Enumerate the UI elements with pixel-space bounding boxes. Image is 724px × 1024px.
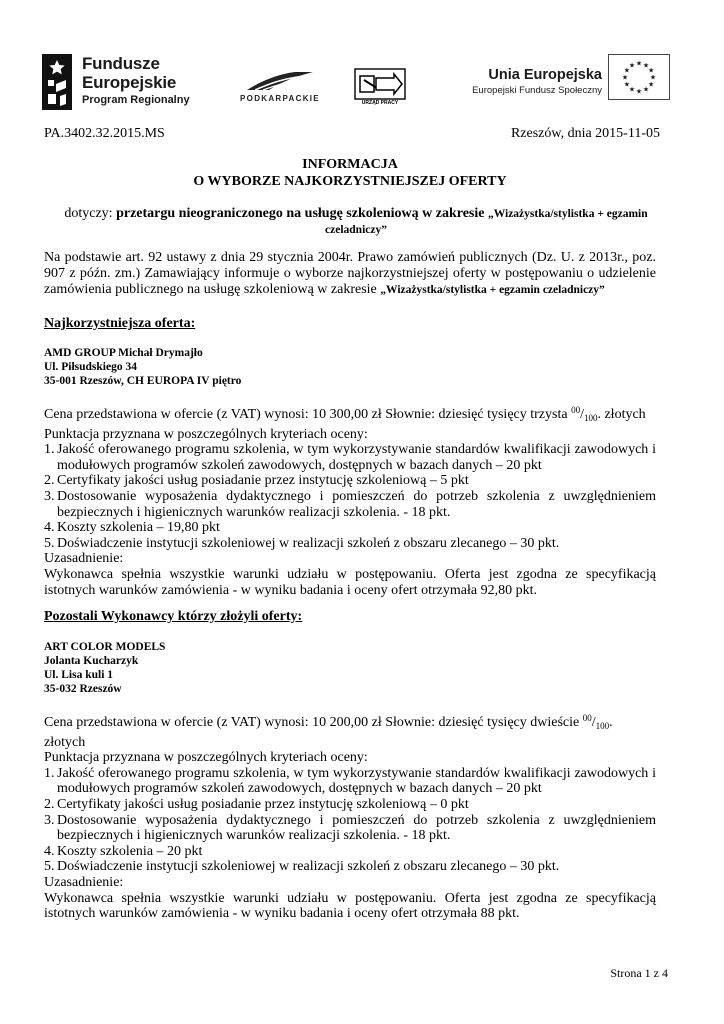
ue-line1: Unia Europejska xyxy=(488,67,602,83)
urzad-pracy-text: URZĄD PRACY xyxy=(361,100,399,106)
criteria-num: 2. xyxy=(44,473,55,489)
address-line: 35-001 Rzeszów, CH EUROPA IV piętro xyxy=(44,375,242,387)
address-line: Ul. Lisa kuli 1 xyxy=(44,669,114,681)
podkarpackie-logo xyxy=(235,70,325,110)
criteria-num: 1. xyxy=(44,765,55,781)
price-sup: 00 xyxy=(571,405,581,415)
others-heading: Pozostali Wykonawcy którzy złożyli oferty: xyxy=(44,609,303,624)
eu-star-icon: ★ xyxy=(647,80,655,89)
criteria-item xyxy=(44,859,656,875)
justification-text: Wykonawca spełnia wszystkie warunki udziału w postępowaniu. Oferta jest zgodna ze specyfikacją istotnych warunków zamówienia - w wyniku badania i oceny ofert otrzymała 88 pkt. xyxy=(44,890,656,922)
price-sup: 00 xyxy=(582,713,592,723)
podkarpackie-text: PODKARPACKIE xyxy=(240,94,320,103)
criteria-num: 3. xyxy=(44,488,55,504)
fe-logo-text xyxy=(82,54,190,108)
document-place-date: Rzeszów, dnia 2015-11-05 xyxy=(510,126,660,141)
best-offer-details xyxy=(44,403,656,598)
price-line xyxy=(44,711,656,750)
criteria-text: Dostosowanie wyposażenia dydaktycznego i pomieszczeń do potrzeb szkolenia z uwzględnieniem bezpiecznych i higienicznych warunków realizacji szkolenia. - 18 pkt. xyxy=(57,488,656,520)
header-logos xyxy=(42,48,672,110)
eu-star-icon: ★ xyxy=(649,73,657,82)
criteria-item xyxy=(44,536,656,552)
ue-line2: Europejski Fundusz Społeczny xyxy=(472,85,602,96)
criteria-text: Doświadczenie instytucji szkoleniowej w realizacji szkoleń z obszaru zlecanego – 30 pkt. xyxy=(57,535,560,551)
document-title-line2: O WYBORZE NAJKORZYSTNIEJSZEJ OFERTY xyxy=(193,174,507,189)
justification-label: Uzasadnienie: xyxy=(44,551,124,567)
criteria-item xyxy=(44,813,656,844)
intro-quote: „Wizażystka/stylistka + egzamin czeladniczy” xyxy=(380,283,605,296)
fe-mark-icon xyxy=(42,54,72,110)
address-line: 35-032 Rzeszów xyxy=(44,683,122,695)
price-sub: 100 xyxy=(583,413,598,423)
eu-star-icon: ★ xyxy=(647,66,655,75)
criteria-item xyxy=(44,797,656,813)
eu-star-icon: ★ xyxy=(623,80,631,89)
justification-text: Wykonawca spełnia wszystkie warunki udziału w postępowaniu. Oferta jest zgodna ze specyfikacją istotnych warunków zamówienia - w wyniku badania i oceny ofert otrzymała 92,80 pkt. xyxy=(44,566,656,598)
points-intro: Punktacja przyznana w poszczególnych kryteriach oceny: xyxy=(44,426,368,442)
price-sub: 100 xyxy=(595,721,610,731)
address-line: Jolanta Kucharzyk xyxy=(44,655,139,667)
document-reference: PA.3402.32.2015.MS xyxy=(44,126,165,141)
criteria-item xyxy=(44,442,656,473)
criteria-text: Certyfikaty jakości usług posiadanie przez instytucję szkoleniową – 5 pkt xyxy=(57,473,469,489)
criteria-text: Jakość oferowanego programu szkolenia, w tym wykorzystywanie standardów kwalifikacji zawodowych i modułowych programów szkoleń zawodowych, dostępnych w bazach danych – 20 pkt xyxy=(57,442,656,473)
fe-logo-line2: Europejskie xyxy=(82,73,177,92)
criteria-num: 4. xyxy=(44,520,55,536)
criteria-item xyxy=(44,489,656,520)
criteria-list xyxy=(44,766,656,875)
intro-paragraph xyxy=(44,250,656,298)
criteria-num: 5. xyxy=(44,535,55,551)
price-text: Cena przedstawiona w ofercie (z VAT) wynosi: 10 200,00 zł Słownie: dziesięć tysięcy dwieście xyxy=(44,715,583,730)
criteria-item xyxy=(44,766,656,797)
address-line: Ul. Piłsudskiego 34 xyxy=(44,361,137,373)
eu-stars-icon xyxy=(609,55,669,99)
eu-star-icon: ★ xyxy=(628,85,636,94)
eu-star-icon: ★ xyxy=(635,59,643,68)
best-offer-heading: Najkorzystniejsza oferta: xyxy=(44,316,196,331)
price-sep: / xyxy=(591,715,596,730)
justification-label: Uzasadnienie: xyxy=(44,874,124,890)
price-text: Cena przedstawiona w ofercie (z VAT) wynosi: 10 300,00 zł Słownie: dziesięć tysięcy trzysta xyxy=(44,407,572,422)
subject-prefix: dotyczy: xyxy=(64,206,117,221)
eu-star-icon: ★ xyxy=(642,85,650,94)
criteria-num: 3. xyxy=(44,812,55,828)
address-line: AMD GROUP Michał Drymajło xyxy=(44,347,203,359)
price-suffix: . złotych xyxy=(597,407,646,422)
criteria-text: Doświadczenie instytucji szkoleniowej w realizacji szkoleń z obszaru zlecanego – 30 pkt. xyxy=(57,859,560,875)
intro-text: Na podstawie art. 92 ustawy z dnia 29 stycznia 2004r. Prawo zamówień publicznych (Dz. U. z 2013r., poz. 907 z późn. zm.) Zamawiający informuje o wyborze najkorzystniejszej oferty w postępowaniu o udzielenie zamówienia publicznego na usługę szkoleniową w zakresie xyxy=(44,250,656,297)
criteria-text: Jakość oferowanego programu szkolenia, w tym wykorzystywanie standardów kwalifikacji zawodowych i modułowych programów szkoleń zawodowych, dostępnych w bazach danych – 20 pkt xyxy=(57,765,656,797)
fe-logo-line3: Program Regionalny xyxy=(82,94,190,106)
criteria-num: 4. xyxy=(44,843,55,859)
document-title-line1: INFORMACJA xyxy=(302,157,398,172)
criteria-item xyxy=(44,520,656,536)
other-offer-address xyxy=(44,640,165,696)
eu-star-icon: ★ xyxy=(628,61,636,70)
eu-star-icon: ★ xyxy=(623,66,631,75)
subject-bold: przetargu nieograniczonego na usługę szkoleniową w zakresie xyxy=(116,206,488,221)
fe-flag-icon xyxy=(42,54,72,110)
other-offer-details xyxy=(44,711,656,922)
eu-flag-icon xyxy=(608,54,670,100)
eu-star-icon: ★ xyxy=(635,87,643,96)
price-line xyxy=(44,403,656,427)
urzad-pracy-icon xyxy=(354,68,406,100)
criteria-num: 2. xyxy=(44,796,55,812)
criteria-num: 5. xyxy=(44,859,55,875)
criteria-text: Koszty szkolenia – 19,80 pkt xyxy=(57,520,220,536)
document-subject xyxy=(56,206,656,238)
price-suffix: . złotych xyxy=(44,715,613,750)
unia-europejska-text xyxy=(462,66,602,98)
address-line: ART COLOR MODELS xyxy=(44,641,166,653)
best-offer-address xyxy=(44,346,241,388)
fundusze-europejskie-logo xyxy=(42,54,212,110)
criteria-text: Dostosowanie wyposażenia dydaktycznego i pomieszczeń do potrzeb szkolenia z uwzględnieniem bezpiecznych i higienicznych warunków realizacji szkolenia. - 18 pkt. xyxy=(57,812,656,844)
criteria-item xyxy=(44,844,656,860)
criteria-text: Certyfikaty jakości usług posiadanie przez instytucję szkoleniową – 0 pkt xyxy=(57,796,469,812)
criteria-text: Koszty szkolenia – 20 pkt xyxy=(57,843,203,859)
criteria-item xyxy=(44,473,656,489)
page-number: Strona 1 z 4 xyxy=(610,966,668,980)
price-sep: / xyxy=(580,407,584,422)
fe-logo-line1: Fundusze xyxy=(82,54,160,73)
points-intro: Punktacja przyznana w poszczególnych kryteriach oceny: xyxy=(44,750,368,766)
criteria-num: 1. xyxy=(44,442,55,458)
urzad-pracy-logo xyxy=(354,68,406,106)
criteria-list xyxy=(44,442,656,551)
podkarpackie-mountain-icon xyxy=(245,70,315,92)
subject-quote: „Wizażystka/stylistka + egzamin czeladniczy” xyxy=(325,208,648,236)
eu-star-icon: ★ xyxy=(642,61,650,70)
eu-star-icon: ★ xyxy=(621,73,629,82)
